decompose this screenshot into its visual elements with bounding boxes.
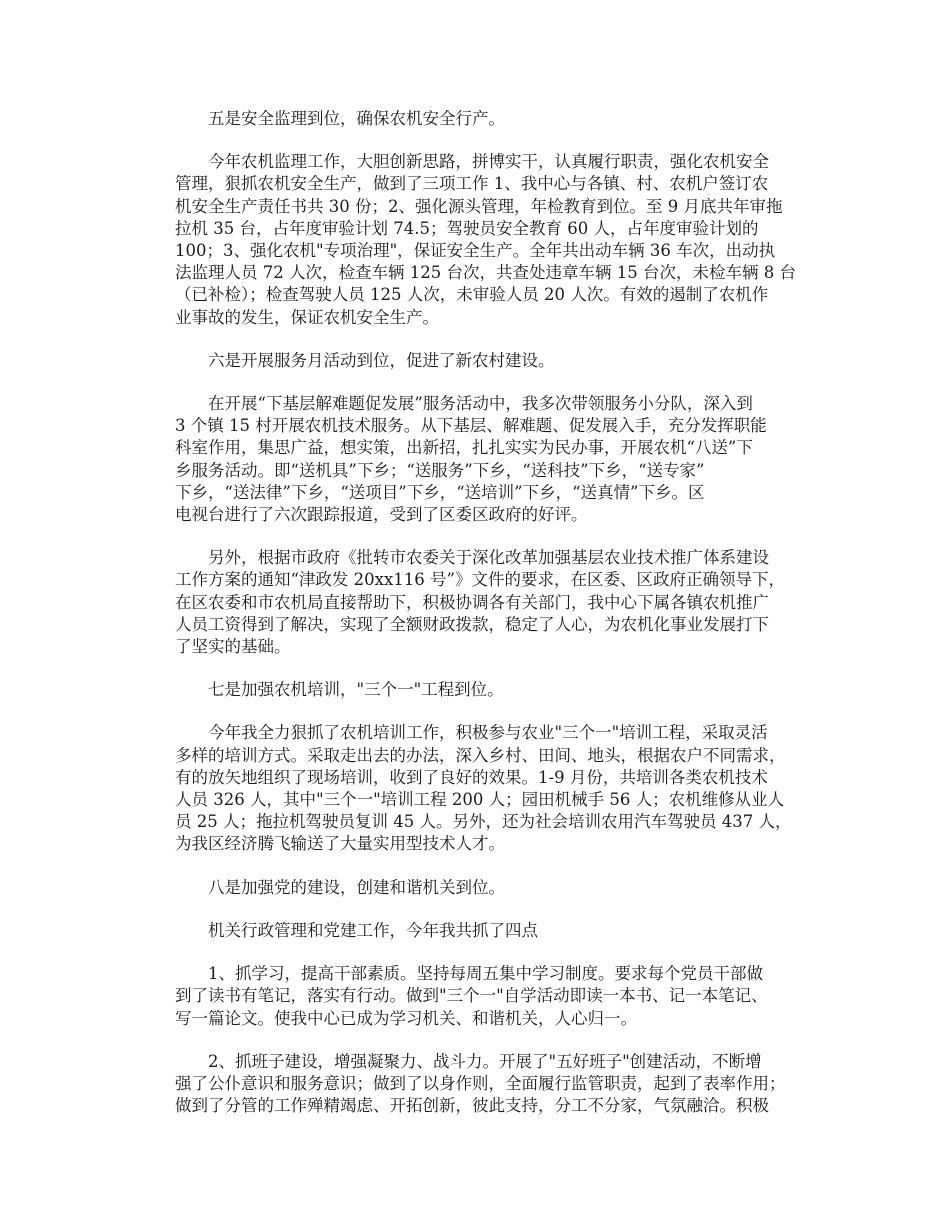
text-line: 1、抓学习，提高干部素质。坚持每周五集中学习制度。要求每个党员干部做 — [208, 964, 763, 984]
text-line: 到了读书有笔记，落实有行动。做到"三个一"自学活动即读一本书、记一本笔记、 — [175, 986, 768, 1006]
text-line: 拉机 35 台，占年度审验计划 74.5；驾驶员安全教育 60 人，占年度审验计划的 — [175, 218, 759, 238]
paragraph-heading-6 — [142, 350, 822, 372]
document-page — [142, 108, 822, 1138]
text-line: 人员 326 人，其中"三个一"培训工程 200 人；园田机械手 56 人；农机维修从业人 — [175, 790, 785, 810]
text-line: 有的放矢地组织了现场培训，收到了良好的效果。1-9 月份，共培训各类农机技术 — [175, 767, 768, 787]
paragraph-body — [142, 393, 822, 526]
text-line: 在区农委和市农机局直接帮助下，积极协调各有关部门，我中心下属各镇农机推广 — [175, 592, 769, 612]
text-line: 3 个镇 15 村开展农机技术服务。从下基层、解难题、促发展入手，充分发挥职能 — [175, 416, 767, 436]
paragraph-heading-8 — [142, 877, 822, 899]
text-line: 了坚实的基础。 — [175, 637, 291, 657]
paragraph-heading-5 — [142, 108, 822, 130]
text-line: 在开展“下基层解难题促发展”服务活动中，我多次带领服务小分队，深入到 — [208, 394, 753, 414]
text-line: 100；3、强化农机"专项治理"，保证安全生产。全年共出动车辆 36 车次，出动执 — [175, 241, 776, 261]
text-line: 乡服务活动。即“送机具”下乡；“送服务”下乡，“送科技”下乡，“送专家” — [175, 460, 705, 480]
text-line: 多样的培训方式。采取走出去的办法，深入乡村、田间、地头，根据农户不同需求， — [175, 745, 786, 765]
text-line: 今年农机监理工作，大胆创新思路，拼博实干，认真履行职责，强化农机安全 — [208, 152, 769, 172]
text-line: 员 25 人；拖拉机驾驶员复训 45 人。另外，还为社会培训农用汽车驾驶员 437 人， — [175, 812, 792, 832]
text-line: 电视台进行了六次跟踪报道，受到了区委区政府的好评。 — [175, 505, 588, 525]
text-line: 八是加强党的建设，创建和谐机关到位。 — [208, 877, 505, 897]
text-line: 机关行政管理和党建工作，今年我共抓了四点 — [208, 920, 538, 940]
text-line: 另外，根据市政府《批转市农委关于深化改革加强基层农业技术推广体系建设 — [208, 548, 769, 568]
text-line: 六是开展服务月活动到位，促进了新农村建设。 — [208, 350, 555, 370]
text-line: 为我区经济腾飞输送了大量实用型技术人才。 — [175, 834, 505, 854]
paragraph-body — [142, 151, 822, 329]
paragraph-heading-7 — [142, 679, 822, 701]
text-line: 写一篇论文。使我中心已成为学习机关、和谐机关，人心归一。 — [175, 1008, 637, 1028]
text-line: 人员工资得到了解决，实现了全额财政拨款，稳定了人心，为农机化事业发展打下 — [175, 614, 769, 634]
text-line: （已补检）；检查驾驶人员 125 人次，未审验人员 20 人次。有效的遏制了农机作 — [175, 285, 769, 305]
text-line: 管理，狠抓农机安全生产，做到了三项工作 1、我中心与各镇、村、农机户签订农 — [175, 174, 769, 194]
paragraph-body — [142, 722, 822, 855]
paragraph-body — [142, 920, 822, 942]
text-line: 科室作用，集思广益，想实策，出新招，扎扎实实为民办事，开展农机“八送”下 — [175, 438, 753, 458]
text-line: 七是加强农机培训，"三个一"工程到位。 — [208, 680, 504, 700]
paragraph-body — [142, 547, 822, 658]
text-line: 五是安全监理到位，确保农机安全行产。 — [208, 109, 505, 128]
text-line: 业事故的发生，保证农机安全生产。 — [175, 307, 439, 327]
text-line: 机安全生产责任书共 30 份；2、强化源头管理，年检教育到位。至 9 月底共年审拖 — [175, 196, 783, 216]
text-line: 做到了分管的工作殚精竭虑、开拓创新，彼此支持，分工不分家，气氛融洽。积极 — [175, 1096, 769, 1116]
text-line: 工作方案的通知“津政发 20xx116 号”》文件的要求，在区委、区政府正确领导下， — [175, 570, 785, 590]
text-line: 下乡，“送法律”下乡，“送项目”下乡，“送培训”下乡，“送真情”下乡。区 — [175, 482, 705, 502]
paragraph-body — [142, 963, 822, 1030]
text-line: 2、抓班子建设，增强凝聚力、战斗力。开展了"五好班子"创建活动，不断增 — [208, 1051, 762, 1071]
text-line: 法监理人员 72 人次，检查车辆 125 台次，共查处违章车辆 15 台次，未检车辆 8 台 — [175, 263, 796, 283]
text-line: 强了公仆意识和服务意识；做到了以身作则，全面履行监管职责，起到了表率作用； — [175, 1073, 786, 1093]
paragraph-body — [142, 1051, 822, 1118]
text-line: 今年我全力狠抓了农机培训工作，积极参与农业"三个一"培训工程，采取灵活 — [208, 723, 768, 743]
